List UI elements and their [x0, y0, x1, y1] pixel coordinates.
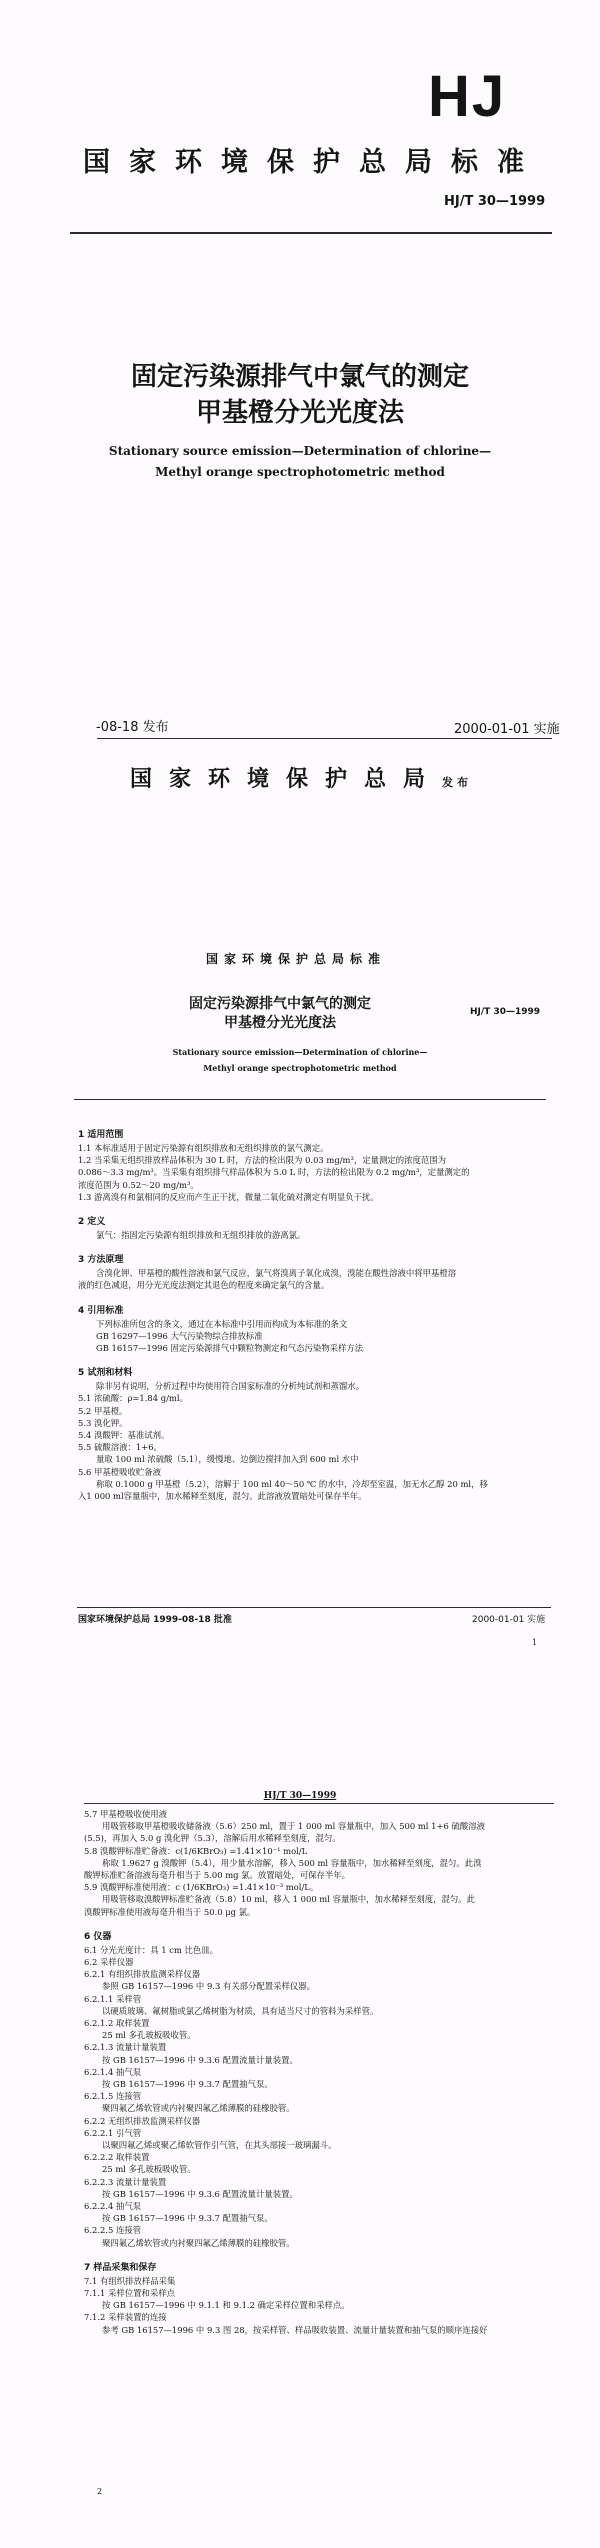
- page2-number: 2: [97, 2487, 103, 2496]
- body-text-line: 浓度范围为 0.52～20 mg/m³。: [78, 1179, 199, 1190]
- body-text-line: GB 16297—1996 大气污染物综合排放标准: [96, 1330, 263, 1341]
- section-heading: 2 定义: [78, 1217, 106, 1227]
- page1-title-cn-line1: 固定污染源排气中氯气的测定: [189, 996, 371, 1012]
- page1-footer-effective: 2000-01-01 实施: [472, 1615, 546, 1625]
- clause-item: 1.1 本标准适用于固定污染源有组织排放和无组织排放的氯气测定。: [78, 1143, 329, 1153]
- clause-item: 7.1.1 采样位置和采样点: [84, 2288, 175, 2298]
- clause-item: 6.2.1.4 抽气泵: [84, 2066, 142, 2077]
- clause-item: 5.3 溴化钾。: [78, 1417, 128, 1428]
- publisher-suffix: 发布: [442, 776, 473, 789]
- cover-title-en-line1: Stationary source emission—Determination of chlorine—: [108, 444, 492, 458]
- cover-title-en-line2: Methyl orange spectrophotometric method: [155, 465, 445, 479]
- body-text-line: 下列标准所包含的条文，通过在本标准中引用而构成为本标准的条文: [96, 1318, 348, 1329]
- cover-bottom-rule: [97, 738, 552, 739]
- section-heading: 6 仪器: [84, 1931, 112, 1942]
- body-text-line: 聚四氟乙烯软管或内衬聚四氟乙烯薄膜的硅橡胶管。: [102, 2237, 295, 2248]
- body-text-line: 除非另有说明，分析过程中均使用符合国家标准的分析纯试剂和蒸馏水。: [96, 1381, 364, 1392]
- body-text-line: 用吸管移取甲基橙吸收储备液（5.6）250 ml，置于 1 000 ml 容量瓶中，加入 500 ml 1+6 硫酸溶液: [102, 1821, 485, 1832]
- page1-title-en-line1: Stationary source emission—Determination of chlorine—: [172, 1047, 428, 1057]
- publisher: [130, 762, 472, 793]
- clause-item: 5.9 溴酸钾标准使用液：c (1/6KBrO₃) =1.41×10⁻³ mol/L。: [84, 1882, 319, 1893]
- body-text-line: 称取 0.1000 g 甲基橙（5.2），溶解于 100 ml 40～50 ℃ 的水中，冷却至室温，加无水乙醇 20 ml，移: [96, 1478, 488, 1489]
- standard-code: HJ/T 30—1999: [444, 194, 546, 209]
- body-text-line: 参照 GB 16157—1996 中 9.3 有关部分配置采样仪器。: [102, 1981, 316, 1992]
- clause-item: 5.6 甲基橙吸收贮备液: [78, 1466, 161, 1477]
- page1-title-rule: [74, 1099, 546, 1100]
- clause-item: 5.4 溴酸钾：基准试剂。: [78, 1430, 170, 1440]
- page2-header-code: HJ/T 30—1999: [263, 1791, 337, 1801]
- body-text-line: (5.5)，再加入 5.0 g 溴化钾（5.3），溶解后用水稀释至刻度，混匀。: [84, 1833, 341, 1844]
- clause-item: 5.1 浓硫酸：ρ=1.84 g/ml。: [78, 1393, 188, 1404]
- body-text-line: 溴酸钾标准使用液每毫升相当于 50.0 μg 氯。: [84, 1906, 256, 1917]
- body-text-line: 参考 GB 16157—1996 中 9.3 图 28，按采样管、样品吸收装置、流量计量装置和抽气泵的顺序连接好: [102, 2324, 488, 2335]
- body-text-line: 按 GB 16157—1996 中 9.1.1 和 9.1.2 确定采样位置和采样点。: [102, 2300, 350, 2311]
- effective-date: 2000-01-01 实施: [454, 722, 560, 737]
- publisher-name: 国家环境保护总局: [130, 766, 443, 792]
- body-text-line: 0.086～3.3 mg/m³。当采集有组织排气样品体积为 5.0 L 时，方法的检出限为 0.2 mg/m³，定量测定的: [78, 1167, 470, 1178]
- clause-item: 6.2.1.3 流量计量装置: [84, 2042, 167, 2053]
- page1-issuer-standard: 国家环境保护总局标准: [206, 952, 387, 966]
- clause-item: 7.1 有组织排放样品采集: [84, 2275, 176, 2286]
- body-text-line: 用吸管移取溴酸钾标准贮备液（5.8）10 ml，移入 1 000 ml 容量瓶中，加水稀释至刻度，混匀。此: [102, 1894, 475, 1905]
- page1-title-en-line2: Methyl orange spectrophotometric method: [203, 1063, 397, 1073]
- clause-item: 7.1.2 采样装置的连接: [84, 2312, 167, 2323]
- clause-item: 6.2.2.4 抽气泵: [84, 2201, 142, 2211]
- body-text-line: 25 ml 多孔玻板吸收管。: [102, 2164, 196, 2175]
- clause-item: 6.2.1.1 采样管: [84, 1993, 142, 2004]
- body-text-line: 按 GB 16157—1996 中 9.3.7 配置抽气泵。: [102, 2079, 273, 2089]
- body-text-line: 称取 1.9627 g 溴酸钾（5.4），用少量水溶解，移入 500 ml 容量瓶中，加水稀释至刻度，混匀。此溴: [102, 1857, 482, 1868]
- clause-item: 6.2.2.2 取样装置: [84, 2152, 150, 2163]
- cover-title-cn-line2: 甲基橙分光光度法: [195, 398, 404, 428]
- cover-top-rule: [70, 232, 552, 234]
- clause-item: 6.2.2.3 流量计量装置: [84, 2176, 167, 2187]
- page1-footer-rule: [77, 1607, 551, 1608]
- clause-item: 1.2 当采集无组织排放样品体积为 30 L 时，方法的检出限为 0.03 mg/m³，定量测定的浓度范围为: [78, 1155, 446, 1166]
- section-heading: 4 引用标准: [78, 1305, 124, 1316]
- cover-title-cn-line1: 固定污染源排气中氯气的测定: [130, 362, 469, 392]
- clause-item: 6.2 采样仪器: [84, 1957, 134, 1967]
- section-heading: 7 样品采集和保存: [84, 2262, 157, 2273]
- clause-item: 6.2.1.2 取样装置: [84, 2018, 150, 2028]
- body-text-line: 按 GB 16157—1996 中 9.3.6 配置流量计量装置。: [102, 2054, 298, 2065]
- body-text-line: 氯气：指固定污染源有组织排放和无组织排放的游离氯。: [96, 1230, 306, 1240]
- clause-item: 6.1 分光光度计：具 1 cm 比色皿。: [84, 1944, 219, 1955]
- clause-item: 6.2.1.5 连接管: [84, 2091, 142, 2102]
- body-text-line: 酸钾标准贮备溶液每毫升相当于 5.00 mg 氯。放置暗处，可保存半年。: [84, 1870, 351, 1880]
- body-text-line: 量取 100 ml 浓硫酸（5.1），缓慢地、边倒边搅拌加入到 600 ml 水中: [96, 1454, 359, 1465]
- clause-item: 6.2.1 有组织排放监测采样仪器: [84, 1969, 201, 1980]
- body-text-line: 以聚四氟乙烯或聚乙烯软管作引气管，在其头部接一玻璃漏斗。: [102, 2140, 337, 2150]
- hj-logo: HJ: [428, 64, 507, 129]
- body-text-line: 聚四氟乙烯软管或内衬聚四氟乙烯薄膜的硅橡胶管。: [102, 2103, 295, 2114]
- page1-standard-code: HJ/T 30—1999: [470, 1007, 541, 1017]
- body-text-line: GB 16157—1996 固定污染源排气中颗粒物测定和气态污染物采样方法: [96, 1343, 364, 1353]
- clause-item: 5.7 甲基橙吸收使用液: [84, 1809, 167, 1819]
- issuer-standard-title: 国家环境保护总局标准: [83, 147, 543, 178]
- clause-item: 6.2.2.5 连接管: [84, 2225, 142, 2236]
- body-text-line: 入1 000 ml容量瓶中，加水稀释至刻度，混匀。此溶液放置暗处可保存半年。: [78, 1491, 367, 1501]
- body-text-line: 以硬质玻璃、氟树脂或氯乙烯树脂为材质，具有适当尺寸的管料为采样管。: [102, 2005, 379, 2016]
- clause-item: 6.2.2.1 引气管: [84, 2127, 142, 2138]
- page2-header-rule: [84, 1803, 554, 1804]
- body-text-line: 25 ml 多孔玻板吸收管。: [102, 2030, 196, 2041]
- body-text-line: 按 GB 16157—1996 中 9.3.6 配置流量计量装置。: [102, 2188, 298, 2199]
- page1-footer-approval: 国家环境保护总局 1999-08-18 批准: [78, 1615, 232, 1625]
- clause-item: 1.3 游离溴有和氯相同的反应而产生正干扰，微量二氧化硫对测定有明显负干扰。: [78, 1191, 379, 1202]
- clause-item: 5.5 硫酸溶液：1+6。: [78, 1442, 162, 1453]
- section-heading: 5 试剂和材料: [78, 1368, 133, 1379]
- section-heading: 1 适用范围: [78, 1130, 124, 1140]
- body-text-line: 含溴化钾、甲基橙的酸性溶液和氯气反应，氯气将溴离子氧化成溴，溴能在酸性溶液中将甲基橙溶: [96, 1268, 457, 1279]
- page1-number: 1: [532, 1638, 538, 1647]
- section-heading: 3 方法原理: [78, 1255, 124, 1266]
- clause-item: 5.8 溴酸钾标准贮备液：c(1/6KBrO₃) =1.41×10⁻¹ mol/L: [84, 1845, 308, 1856]
- body-text-line: 液的红色减退，用分光光度法测定其退色的程度来确定氯气的含量。: [78, 1280, 330, 1291]
- page1-title-cn-line2: 甲基橙分光光度法: [224, 1015, 336, 1031]
- clause-item: 6.2.2 无组织排放监测采样仪器: [84, 2115, 201, 2126]
- body-text-line: 按 GB 16157—1996 中 9.3.7 配置抽气泵。: [102, 2213, 273, 2224]
- clause-item: 5.2 甲基橙。: [78, 1405, 128, 1416]
- release-date: -08-18 发布: [96, 720, 169, 735]
